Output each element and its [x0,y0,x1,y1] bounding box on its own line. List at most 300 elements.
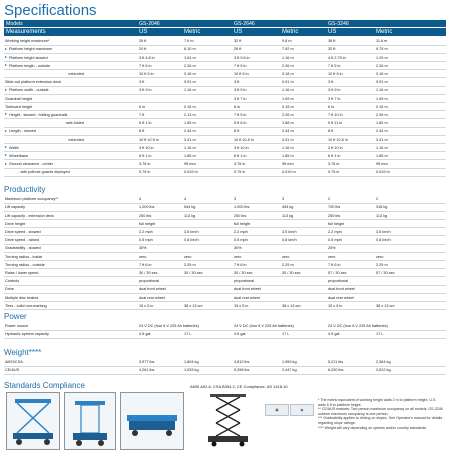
cell-value: 1.68 m [282,121,294,126]
cell-value: 3 ft 10 in [234,145,249,150]
cell-value: 8 ft [139,129,145,134]
cell-value: 2,812 kg [376,368,391,373]
cell-value: 7 ft 6 in [139,262,152,267]
cell-value: 1.85 m [184,154,196,159]
cell-value: 2.26 m [282,63,294,68]
cell-value: 2.44 m [376,129,388,134]
cell-value: 3 ft 9.6 in [234,55,250,60]
cell-value: 3.5 km/h [184,230,199,235]
cell-value: 38 x 13 cm [184,303,203,308]
row-label: Gradeability - stowed [5,246,41,251]
cell-value: 17 L [282,332,290,337]
row-label: Maximum platform occupancy** [5,197,59,202]
table-row [4,212,446,220]
lift-illustration-stowed [120,392,184,450]
row-label: Slide-out platform extension deck [5,80,62,85]
page-title: Specifications [4,2,97,19]
cell-value: 30 / 30 sec [139,271,158,276]
cell-value: 3 ft [328,80,334,85]
row-label: Ground clearance - center [9,162,54,167]
cell-value: 1.16 m [376,88,388,93]
table-row [4,145,446,153]
cell-value: 1.16 m [376,145,388,150]
cell-value: 0.75 in [328,170,340,175]
cell-value: dual rear wheel [139,295,165,300]
cell-value: 3 [282,197,285,202]
footnote: * The metric equivalent of working height adds 2 m to platform height. U.S. adds 6 ft to platform height. [318,398,437,407]
cell-value: 454 kg [282,205,294,210]
cell-value: 7 ft [139,113,145,118]
standards-title: Standards Compliance [4,381,85,390]
table-row [4,270,446,278]
cell-value: 30 / 30 sec [282,271,301,276]
row-label: Platform height maximum [9,47,53,52]
cell-value: 3.5 km/h [282,230,297,235]
cell-value: 1.09 m [282,96,294,101]
row-label: Raise / lower speed [5,271,39,276]
row-label: Wheelbase [9,154,28,159]
table-row [4,331,446,339]
row-label: Power source [5,324,29,329]
unit-label: US [139,29,148,35]
cell-value: 15 x 5 in [234,303,249,308]
table-row [4,294,446,302]
cell-value: 2.2 mph [139,230,153,235]
cell-value: 3 ft 4.8 in [139,55,155,60]
unit-label: US [328,29,337,35]
models-header [4,20,446,27]
cell-value: 4,261 lbs [139,368,155,373]
cell-value: 1,959 kg [282,360,297,365]
scissor-lift-icon [7,393,59,449]
cell-value: 30 / 30 sec [184,271,203,276]
cell-value: 1.16 m [184,88,196,93]
footnote: **** Weight will vary depending on options and/or country standards. [318,425,427,430]
model-name: GS-2646 [234,20,255,27]
cell-value: zero [376,254,384,259]
table-row [4,153,446,161]
cell-value: 0.8 km/h [282,238,297,243]
row-label: Guardrail height [5,96,33,101]
cell-value: 6 ft 1 in [328,154,341,159]
cell-value: 10 ft 10.5 in [234,137,254,142]
footnotes [318,398,444,430]
row-label: Platform height stowed [9,55,48,60]
table-row [4,169,446,177]
table-row [4,161,446,169]
row-label: Multiple disc brakes [5,295,39,300]
cell-value: full height [234,221,251,226]
cell-value: 7 ft 6 in [234,262,247,267]
dimension-marker-icon [5,56,7,58]
row-label: Lift capacity [5,205,26,210]
cell-value: proportional [139,279,160,284]
cell-value: 11.6 m [376,39,388,44]
cell-value: 3 ft 9 in [328,88,341,93]
cell-value: 2.44 m [282,129,294,134]
cell-value: 3.76 in [139,162,151,167]
cell-value: 10 ft 10.5 in [139,137,159,142]
cell-value: 2.26 m [376,63,388,68]
row-label: Turning radius - inside [5,254,43,259]
dimension-marker-icon [5,113,7,115]
cell-value: 10 ft 5 in [328,72,343,77]
cell-value: 95 mm [376,162,388,167]
weight-title: Weight**** [4,348,42,357]
cell-value: 0.5 mph [234,238,248,243]
cell-value: 3 ft [234,80,240,85]
table-row [4,38,446,46]
ansi-badge [265,404,289,416]
unit-label: Metric [282,29,299,35]
table-row [4,79,446,87]
lift-illustration-raised [196,392,260,448]
measurements-label: Measurements [6,29,46,35]
cell-value: 1.85 m [376,154,388,159]
cell-value: 1.29 m [376,55,388,60]
cell-value: 1,000 lbs [234,205,250,210]
cell-value: 7 ft 10 in [328,113,343,118]
cell-value: 3,977 lbs [139,360,155,365]
cell-value: 0.019 m [184,170,198,175]
cell-value: 17 L [376,332,384,337]
table-row [4,104,446,112]
lift-illustration-side [6,392,60,450]
cell-value: 15 x 5 in [139,303,154,308]
table-row [4,303,446,311]
cell-value: 57 / 30 sec [328,271,347,276]
cell-value: 3.18 m [282,72,294,77]
cell-value: 1.16 m [282,88,294,93]
cell-value: 1.55 m [184,121,196,126]
csa-badge [290,404,314,416]
cell-value: 7.9 m [184,39,194,44]
cell-value: 0.75 in [234,170,246,175]
cell-value: 7 ft 5 in [234,113,247,118]
table-row [4,262,446,270]
cell-value: 3.76 in [234,162,246,167]
measurements-header [4,28,446,36]
cell-value: 26 ft [234,47,242,52]
cell-value: 30 / 30 sec [234,271,253,276]
cell-value: 8 ft [234,129,240,134]
cell-value: 2.39 m [376,113,388,118]
row-label: CE/AUS [5,368,20,373]
cell-value: 2 [376,197,379,202]
cell-value: 0.8 km/h [184,238,199,243]
cell-value: 2.2 mph [328,230,342,235]
cell-value: 5 ft 6 in [234,121,247,126]
table-row [4,120,446,128]
cell-value: 32 ft [234,39,242,44]
row-label: Lift capacity - extension deck [5,213,54,218]
cell-value: 8 ft [328,129,334,134]
cell-value: 6,200 lbs [328,368,344,373]
row-label: extended [68,137,84,142]
cell-value: 3.18 m [184,72,196,77]
table-row [4,221,446,229]
cell-value: 318 kg [376,205,388,210]
dimension-marker-icon [5,89,7,91]
row-label: - with pothole guards deployed [18,170,70,175]
row-label: rails folded [65,121,84,126]
cell-value: 38 x 13 cm [282,303,301,308]
cell-value: 38 ft [328,39,336,44]
dimension-marker-icon [5,130,7,132]
cell-value: 2 [328,197,331,202]
cell-value: 6 in [139,104,146,109]
table-row [4,359,446,367]
table-row [4,46,446,54]
cell-value: 6.10 m [184,47,196,52]
cell-value: 7.92 m [282,47,294,52]
cell-value: 0.15 m [184,104,196,109]
cell-value: dual front wheel [328,287,355,292]
cell-value: 3 ft 7 in [328,96,341,101]
cell-value: full height [328,221,345,226]
model-name: GS-3246 [328,20,349,27]
table-row [4,71,446,79]
table-row [4,204,446,212]
cell-value: 0.019 m [282,170,296,175]
unit-label: Metric [376,29,393,35]
cell-value: 2,447 kg [282,368,297,373]
cell-value: 3 ft 9 in [234,88,247,93]
scissor-lift-icon [65,393,115,449]
cell-value: 3.31 m [282,137,294,142]
cell-value: 0.5 mph [139,238,153,243]
cell-value: 7 ft 5 in [234,63,247,68]
cell-value: proportional [234,279,255,284]
table-row [4,196,446,204]
cell-value: 3.31 m [184,137,196,142]
row-label: Drive speed - raised [5,238,39,243]
cell-value: 95 mm [184,162,196,167]
row-label: Drive [5,287,14,292]
cell-value: 57 / 30 sec [376,271,395,276]
table-row [4,286,446,294]
cell-value: 2.44 m [184,129,196,134]
badge-icon: ▣ [275,408,279,412]
scissor-lift-icon [121,393,183,449]
row-label: Height - stowed : folding guardrails [9,113,68,118]
dimension-marker-icon [5,146,7,148]
dimension-marker-icon [5,154,7,156]
cell-value: 1.16 m [282,55,294,60]
cell-value: 3 ft 10 in [139,145,154,150]
cell-value: 4.5 gal [328,332,340,337]
row-label: Platform length - outside [9,63,51,68]
table-row [4,245,446,253]
cell-value: 5 ft 1 in [139,121,152,126]
cell-value: 0.8 km/h [376,238,391,243]
cell-value: 25% [328,246,336,251]
cell-value: proportional [328,279,349,284]
cell-value: 3 ft 9 in [139,88,152,93]
row-label: Controls [5,279,20,284]
table-row [4,128,446,136]
cell-value: full height [139,221,156,226]
cell-value: 30% [139,246,147,251]
cell-value: 15 x 5 in [328,303,343,308]
table-row [4,87,446,95]
cell-value: 1.16 m [282,145,294,150]
row-label: Drive speed - stowed [5,230,41,235]
cell-value: 0.15 m [376,104,388,109]
cell-value: 3 [234,197,237,202]
cell-value: dual rear wheel [234,295,260,300]
cell-value: 1.85 m [282,154,294,159]
cell-value: zero [328,254,336,259]
cell-value: 2.29 m [376,262,388,267]
table-row [4,112,446,120]
cell-value: 1.09 m [376,96,388,101]
cell-value: 544 kg [184,205,196,210]
cell-value: 0.15 m [282,104,294,109]
badge-icon: ◉ [300,408,304,412]
table-row [4,323,446,331]
cell-value: 2.29 m [184,262,196,267]
table-row [4,136,446,144]
cell-value: 7 ft 5 in [139,63,152,68]
row-label: Platform width - outside [9,88,49,93]
cell-value: 113 kg [282,213,294,218]
cell-value: 6 ft 1 in [234,154,247,159]
row-label: Length - stowed [9,129,37,134]
cell-value: 6 in [234,104,241,109]
cell-value: 250 lbs [139,213,152,218]
cell-value: 2.2 mph [234,230,248,235]
cell-value: 6 ft 1 in [139,154,152,159]
cell-value: 2.29 m [282,262,294,267]
power-title: Power [4,312,27,321]
cell-value: 5,211 lbs [328,360,344,365]
cell-value: 3.18 m [376,72,388,77]
cell-value: 0.75 in [139,170,151,175]
cell-value: 7 ft 6 in [328,262,341,267]
cell-value: 32 ft [328,47,336,52]
cell-value: 0.91 m [184,80,196,85]
cell-value: 5 ft 11 in [328,121,343,126]
cell-value: 24 V DC (four 6 V 225 Ah batteries) [328,324,388,329]
row-label: Turning radius - outside [5,262,45,267]
cell-value: 30% [234,246,242,251]
cell-value: 4 [184,197,187,202]
table-row [4,253,446,261]
table-row [4,367,446,375]
cell-value: 1.04 m [184,55,196,60]
row-label: Tires - solid non-marking [5,303,47,308]
lift-illustration-front [64,392,116,450]
cell-value: 2.13 m [184,113,196,118]
cell-value: 2.26 m [282,113,294,118]
models-label: Models [6,20,23,27]
table-row [4,95,446,103]
cell-value: 0.91 m [282,80,294,85]
cell-value: 1,804 kg [184,360,199,365]
cell-value: 250 lbs [234,213,247,218]
cell-value: dual front wheel [234,287,261,292]
cell-value: 3.31 m [376,137,388,142]
cell-value: 7 ft 5 in [328,63,341,68]
row-label: Width [9,145,19,150]
cell-value: 95 mm [282,162,294,167]
cell-value: 0.019 m [376,170,390,175]
table-row [4,229,446,237]
cell-value: 4 ft 2.75 in [328,55,346,60]
cell-value: zero [139,254,147,259]
cell-value: 0.91 m [376,80,388,85]
cell-value: 4,812 lbs [234,360,250,365]
cell-value: 4.5 gal [139,332,151,337]
cell-value: 10 ft 5 in [234,72,249,77]
table-row [4,237,446,245]
footnote: ** CE/AUS markets: Two person maximum occupancy on all models. GS-3246 outdoor maximum occupancy is one person. [318,407,443,416]
cell-value: 26 ft [139,39,147,44]
cell-value: 24 V DC (four 6 V 225 Ah batteries) [139,324,199,329]
cell-value: 3 ft 10 in [328,145,343,150]
cell-value: 9.75 m [376,47,388,52]
cell-value: 10 ft 5 in [139,72,154,77]
cell-value: 113 kg [184,213,196,218]
cell-value: 20 ft [139,47,147,52]
row-label: Toeboard height [5,104,33,109]
unit-label: Metric [184,29,201,35]
cell-value: 24 V DC (four 6 V 225 Ah batteries) [234,324,294,329]
row-label: Working height maximum* [5,39,50,44]
cell-value: 6 in [328,104,335,109]
cell-value: 3 ft [139,80,145,85]
cell-value: 9.8 m [282,39,292,44]
row-label: Hydraulic system capacity [5,332,49,337]
table-row [4,278,446,286]
cell-value: zero [282,254,290,259]
unit-label: US [234,29,243,35]
row-label: Drive height [5,221,26,226]
cell-value: 2,364 kg [376,360,391,365]
cell-value: 4 [139,197,142,202]
model-name: GS-2046 [139,20,160,27]
table-row [4,54,446,62]
standards-text: ANSI A92.6, CSA B354.2, CE Compliance, AS 1418.10 [190,384,288,389]
cell-value: 38 x 13 cm [376,303,395,308]
dimension-marker-icon [5,163,7,165]
cell-value: 700 lbs [328,205,341,210]
cell-value: 250 lbs [328,213,341,218]
cell-value: 10 ft 10.5 in [328,137,348,142]
cell-value: 3 ft 7 in [234,96,247,101]
cell-value: 1.80 m [376,121,388,126]
cell-value: 5,396 lbs [234,368,250,373]
cell-value: 4.5 gal [234,332,246,337]
cell-value: 1,933 kg [184,368,199,373]
footnote: *** Gradeability applies to driving on slopes. See Operator's manual for details regarding slope ratings. [318,416,443,425]
row-label: extended [68,72,84,77]
cell-value: 3.5 km/h [376,230,391,235]
cell-value: 1,200 lbs [139,205,155,210]
cell-value: zero [234,254,242,259]
cell-value: 113 kg [376,213,388,218]
cell-value: zero [184,254,192,259]
dimension-marker-icon [5,64,7,66]
cell-value: 2.26 m [184,63,196,68]
cell-value: dual rear wheel [328,295,354,300]
cell-value: 1.16 m [184,145,196,150]
table-row [4,63,446,71]
cell-value: 17 L [184,332,192,337]
cell-value: 0.5 mph [328,238,342,243]
productivity-title: Productivity [4,185,46,194]
